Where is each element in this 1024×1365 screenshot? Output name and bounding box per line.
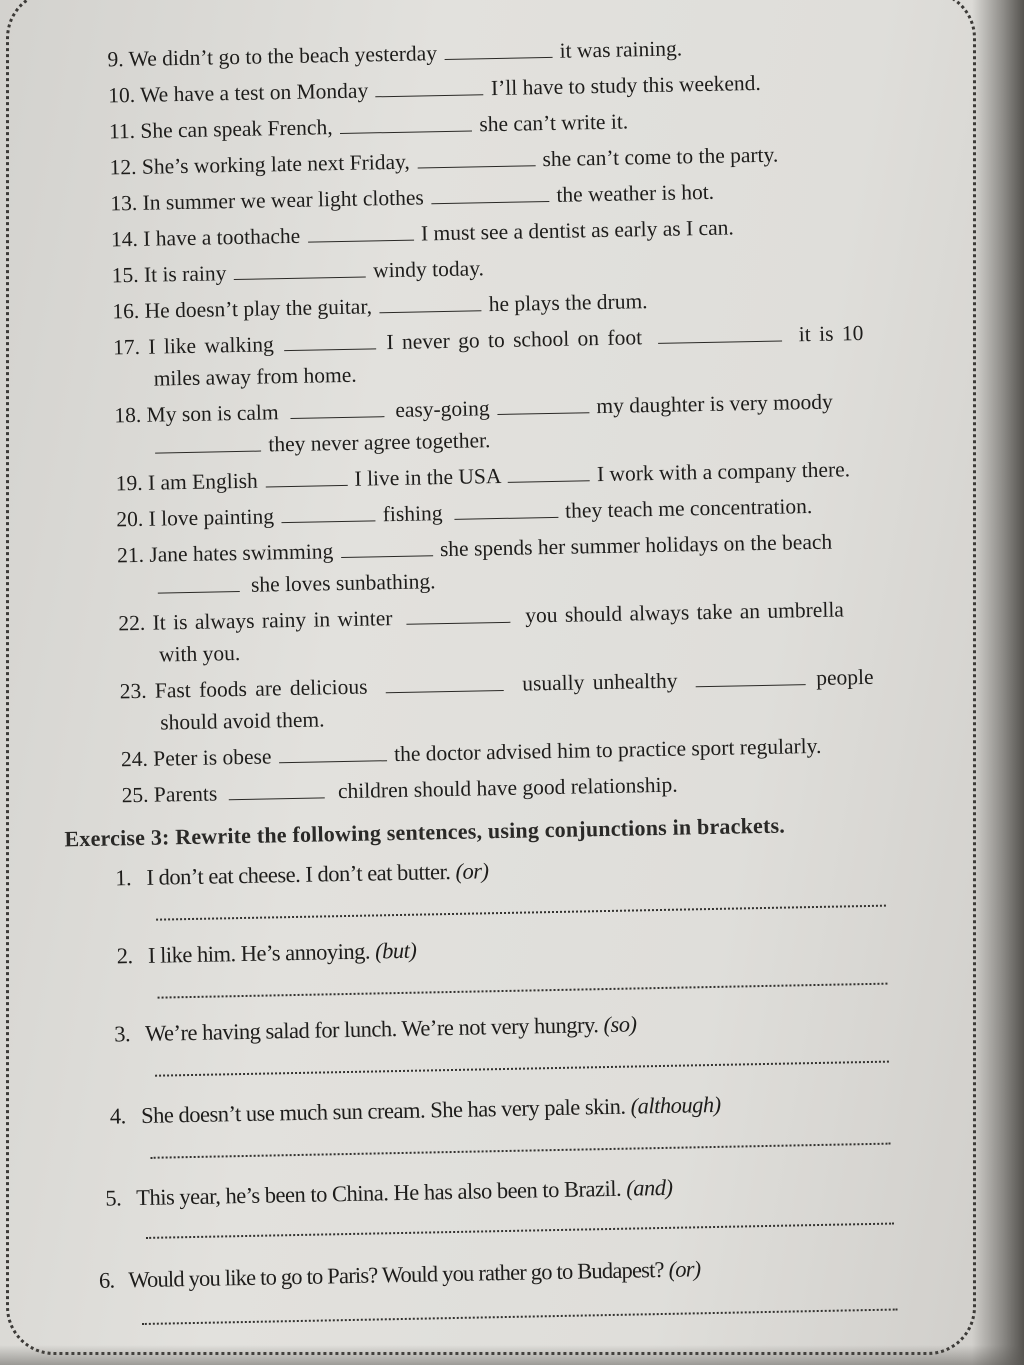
sentence-part: Parents	[153, 781, 218, 807]
answer-blank[interactable]	[281, 500, 375, 523]
answer-blank[interactable]	[497, 392, 589, 415]
sentence-part: I live in the USA	[354, 463, 501, 491]
exercise-3-heading: Exercise 3: Rewrite the following sentences, using conjunctions in brackets.	[64, 812, 786, 852]
rewrite-item-5	[105, 1173, 673, 1214]
page-edge-shadow	[972, 0, 1024, 1365]
sentence-part: they never agree together.	[268, 428, 491, 457]
answer-line[interactable]	[146, 1223, 894, 1239]
sentence-part: I work with a company there.	[596, 457, 851, 487]
rewrite-sentence: She doesn’t use much sun cream. She has very pale skin.	[140, 1093, 626, 1128]
rewrite-item-1	[115, 856, 489, 893]
sentence-item-9	[107, 34, 682, 73]
sentence-item-15	[111, 254, 484, 289]
sentence-item-20	[116, 492, 812, 533]
answer-line[interactable]	[151, 1143, 891, 1159]
answer-blank[interactable]	[406, 602, 510, 625]
item-number: 21.	[116, 542, 145, 568]
item-number: 13.	[110, 190, 138, 216]
sentence-part: the weather is hot.	[556, 179, 715, 207]
sentence-item-11	[109, 107, 629, 145]
rewrite-sentence: This year, he’s been to China. He has also been to Brazil.	[136, 1175, 622, 1211]
sentence-part: it is 10	[798, 320, 864, 347]
item-number: 1.	[115, 865, 132, 891]
sentence-part: she spends her summer holidays on the beach	[439, 529, 833, 562]
sentence-part: I must see a dentist as early as I can.	[420, 215, 734, 246]
item-number: 18.	[114, 402, 142, 428]
sentence-part: windy today.	[372, 256, 485, 283]
sentence-part: We have a test on Monday	[139, 78, 369, 107]
sentence-part: the doctor advised him to practice sport regularly.	[393, 733, 822, 767]
rewrite-item-3	[114, 1009, 637, 1049]
item-number: 24.	[120, 746, 149, 772]
conjunction-hint: (and)	[625, 1174, 673, 1201]
item-number: 2.	[116, 943, 133, 969]
rewrite-item-6	[99, 1254, 701, 1296]
answer-blank[interactable]	[279, 740, 387, 763]
sentence-item-12	[109, 141, 778, 182]
answer-blank[interactable]	[157, 571, 239, 594]
item-number: 22.	[118, 610, 146, 636]
sentence-part: She’s working late next Friday,	[141, 149, 410, 179]
conjunction-hint: (so)	[603, 1011, 637, 1038]
rewrite-sentence: I like him. He’s annoying.	[147, 938, 371, 968]
sentence-item-22-continued	[159, 639, 241, 669]
sentence-part: Jane hates swimming	[149, 539, 334, 567]
item-number: 17.	[112, 334, 141, 360]
sentence-part: should avoid them.	[160, 707, 325, 735]
answer-blank[interactable]	[696, 664, 806, 687]
sentence-part: people	[815, 664, 874, 690]
item-number: 9.	[107, 47, 124, 72]
sentence-part: He doesn’t play the guitar,	[144, 294, 373, 323]
answer-blank[interactable]	[284, 328, 376, 351]
answer-blank[interactable]	[233, 257, 365, 281]
rewrite-sentence: I don’t eat cheese. I don’t eat butter.	[146, 859, 451, 890]
answer-line[interactable]	[156, 905, 886, 921]
sentence-part: he plays the drum.	[488, 289, 648, 317]
sentence-part: In summer we wear light clothes	[142, 185, 424, 215]
item-number: 12.	[109, 154, 137, 180]
conjunction-hint: (or)	[455, 858, 489, 884]
answer-blank[interactable]	[417, 145, 535, 168]
item-number: 4.	[109, 1103, 126, 1129]
answer-blank[interactable]	[228, 777, 324, 800]
item-number: 5.	[105, 1185, 122, 1211]
answer-blank[interactable]	[155, 431, 261, 454]
sentence-part: We didn’t go to the beach yesterday	[128, 41, 438, 72]
rewrite-sentence: We’re having salad for lunch. We’re not very hungry.	[144, 1012, 599, 1046]
sentence-part: Peter is obese	[153, 744, 272, 771]
item-number: 11.	[108, 118, 136, 144]
sentence-part: she loves sunbathing.	[250, 569, 436, 597]
sentence-part: easy-going	[395, 396, 490, 422]
answer-blank[interactable]	[375, 74, 483, 97]
page-bottom-shadow	[0, 1345, 1024, 1365]
conjunction-hint: (but)	[374, 937, 417, 964]
answer-line[interactable]	[158, 983, 888, 999]
sentence-item-19	[115, 455, 850, 497]
sentence-part: with you.	[158, 640, 241, 667]
answer-blank[interactable]	[307, 220, 413, 243]
sentence-part: She can speak French,	[140, 115, 333, 143]
answer-blank[interactable]	[658, 321, 782, 344]
sentence-part: fishing	[382, 501, 443, 527]
sentence-part: they teach me concentration.	[564, 493, 813, 523]
sentence-part: I like walking	[148, 332, 274, 359]
answer-blank[interactable]	[340, 110, 472, 134]
sentence-part: my daughter is very moody	[596, 389, 834, 419]
answer-blank[interactable]	[386, 670, 504, 693]
conjunction-hint: (although)	[630, 1091, 721, 1119]
sentence-part: you should always take an umbrella	[524, 597, 845, 628]
sentence-item-14	[111, 213, 734, 253]
answer-blank[interactable]	[379, 290, 481, 313]
sentence-item-18-continued	[155, 426, 491, 460]
conjunction-hint: (or)	[668, 1256, 701, 1282]
sentence-item-21	[117, 528, 833, 570]
sentence-part: It is rainy	[143, 261, 227, 287]
sentence-item-16	[112, 287, 648, 325]
item-number: 23.	[119, 678, 147, 704]
item-number: 10.	[108, 82, 136, 108]
sentence-part: children should have good relationship.	[337, 772, 678, 804]
sentence-item-25	[121, 771, 677, 810]
sentence-part: I love painting	[148, 504, 275, 531]
sentence-part: it was raining.	[559, 36, 683, 63]
item-number: 14.	[110, 226, 139, 252]
sentence-part: Fast foods are delicious	[154, 674, 368, 703]
sentence-item-10	[108, 69, 761, 110]
sentence-part: miles away from home.	[153, 362, 357, 391]
answer-blank[interactable]	[265, 465, 347, 488]
answer-blank[interactable]	[340, 535, 432, 558]
answer-blank[interactable]	[454, 497, 558, 520]
sentence-part: usually unhealthy	[522, 668, 678, 696]
sentence-item-18	[114, 388, 833, 430]
answer-blank[interactable]	[444, 37, 552, 60]
answer-blank[interactable]	[507, 460, 589, 483]
sentence-part: I’ll have to study this weekend.	[490, 70, 762, 101]
sentence-part: I have a toothache	[143, 223, 301, 251]
sentence-item-21-continued	[157, 567, 435, 600]
sentence-item-24	[121, 732, 822, 773]
sentence-part: she can’t write it.	[479, 109, 629, 137]
item-number: 6.	[98, 1267, 115, 1293]
sentence-part: My son is calm	[146, 400, 279, 427]
item-number: 3.	[114, 1021, 131, 1047]
item-number: 20.	[116, 506, 144, 532]
item-number: 19.	[115, 470, 143, 496]
sentence-part: It is always rainy in winter	[152, 606, 393, 635]
answer-blank[interactable]	[290, 396, 384, 419]
sentence-item-17	[113, 319, 864, 361]
rewrite-sentence: Would you like to go to Paris? Would you rather go to Budapest?	[128, 1256, 664, 1293]
sentence-part: I am English	[147, 468, 259, 495]
sentence-item-22	[118, 595, 844, 637]
answer-line[interactable]	[155, 1061, 889, 1077]
item-number: 16.	[112, 298, 140, 324]
rewrite-item-4	[110, 1090, 721, 1132]
item-number: 15.	[111, 262, 139, 288]
sentence-item-23	[119, 663, 873, 705]
answer-line[interactable]	[142, 1308, 898, 1325]
sentence-item-17-continued	[153, 361, 357, 393]
sentence-item-13	[110, 178, 714, 218]
sentence-item-23-continued	[160, 705, 325, 736]
answer-blank[interactable]	[431, 181, 549, 204]
rewrite-item-2	[116, 936, 416, 972]
sentence-part: she can’t come to the party.	[542, 142, 779, 172]
sentence-part: I never go to school on foot	[386, 325, 643, 355]
item-number: 25.	[121, 782, 149, 808]
